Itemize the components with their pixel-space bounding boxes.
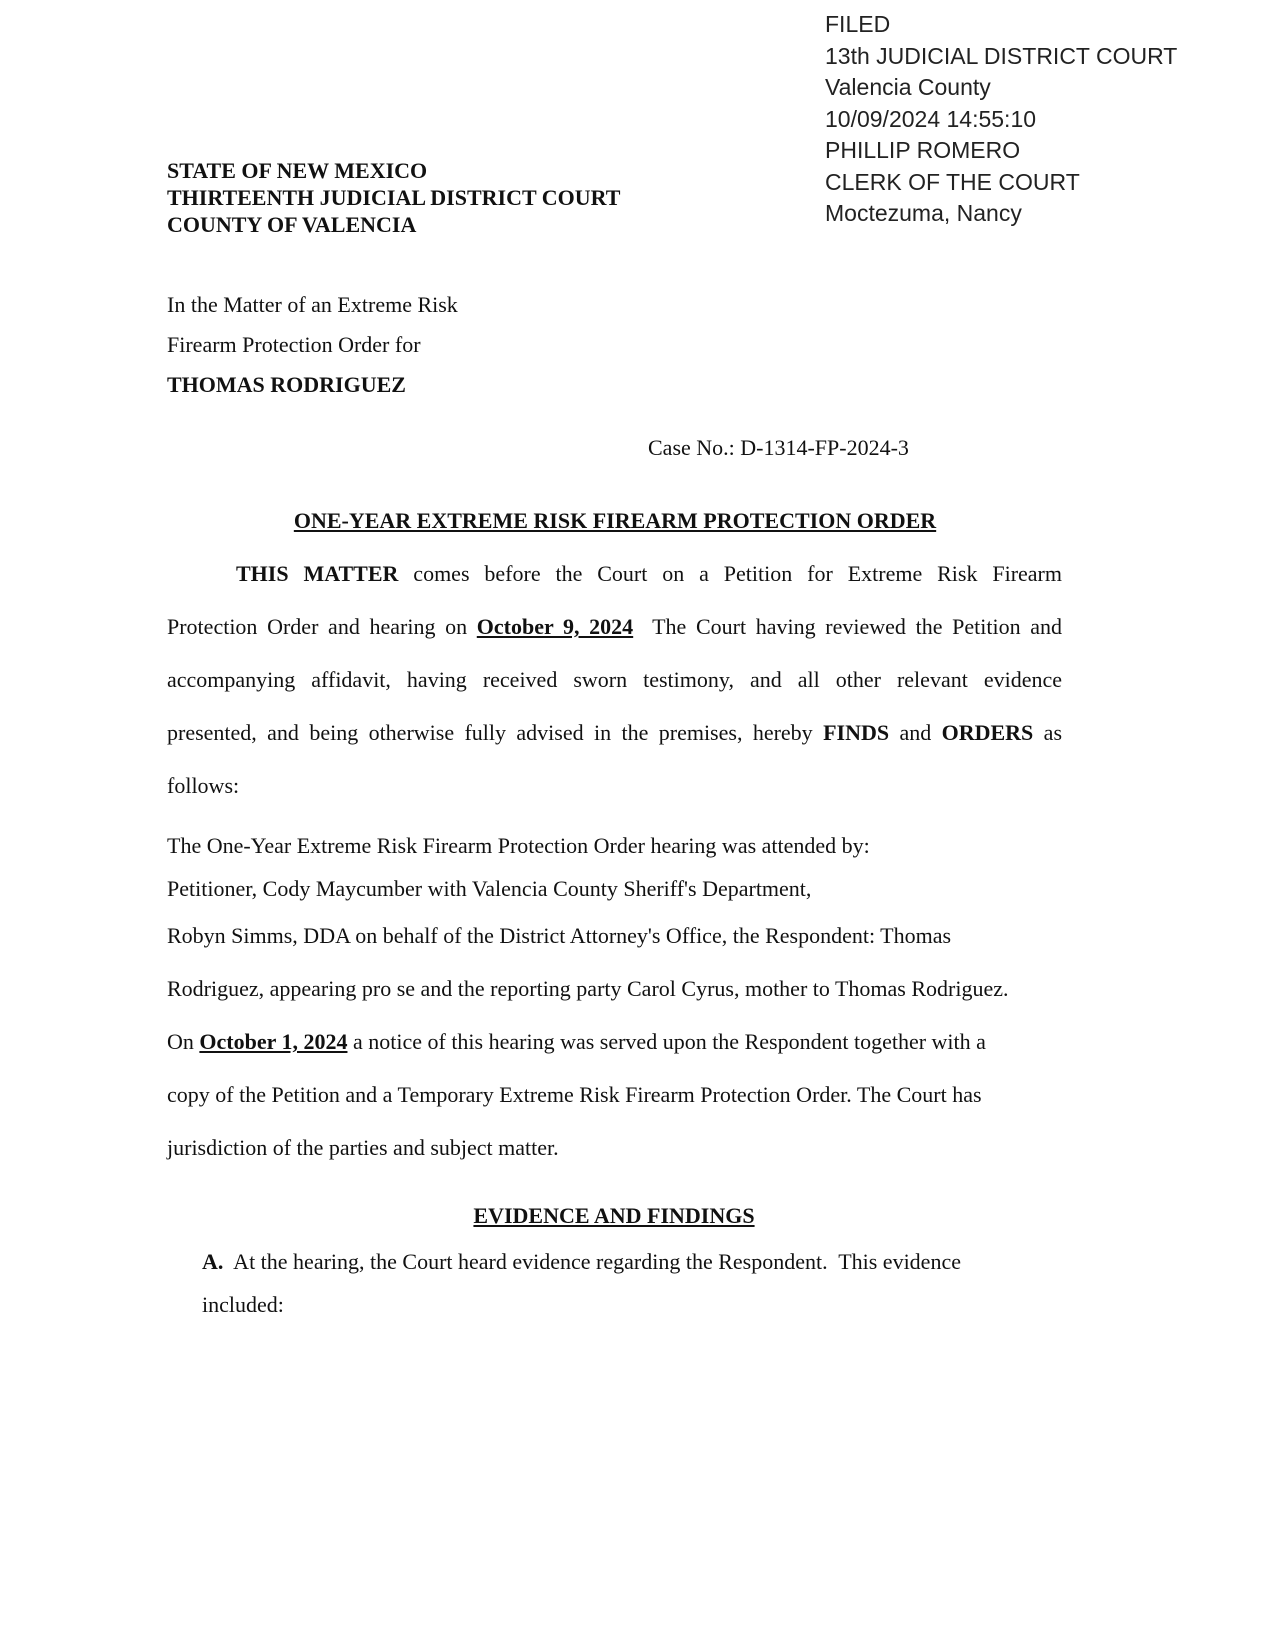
paragraph2-line [167, 923, 951, 949]
stamp-line: Moctezuma, Nancy [825, 200, 1022, 226]
stamp-line: Valencia County [825, 74, 991, 100]
court-header-line: THIRTEENTH JUDICIAL DISTRICT COURT [167, 185, 621, 210]
order-title: ONE-YEAR EXTREME RISK FIREARM PROTECTION ORDER [293, 508, 937, 533]
paragraph1-line [236, 561, 1062, 587]
filing-stamp [825, 9, 1177, 230]
caption-line-2: Firearm Protection Order for [167, 332, 421, 357]
text-segment: The One-Year Extreme Risk Firearm Protection Order hearing was attended by: [167, 833, 870, 858]
respondent-name: THOMAS RODRIGUEZ [167, 372, 406, 397]
item-a-line [202, 1249, 961, 1275]
text-segment: a notice of this hearing was served upon the Respondent together with a [347, 1029, 986, 1054]
item-a-line [202, 1292, 284, 1318]
stamp-line: 13th JUDICIAL DISTRICT COURT [825, 42, 1178, 69]
text-segment: On [167, 1029, 200, 1054]
text-segment: jurisdiction of the parties and subject matter. [167, 1135, 559, 1160]
court-header-line: COUNTY OF VALENCIA [167, 212, 417, 237]
paragraph2-line [167, 1135, 559, 1161]
emphasized-text: ORDERS [941, 720, 1034, 745]
stamp-line: 10/09/2024 14:55:10 [825, 105, 1037, 132]
text-segment: Petitioner, Cody Maycumber with Valencia County Sheriff's Department, [167, 876, 812, 901]
text-segment: Protection Order and hearing on [167, 614, 477, 639]
emphasized-text: October 1, 2024 [199, 1029, 348, 1054]
paragraph1-line [167, 720, 1062, 746]
text-segment: follows: [167, 773, 240, 798]
court-header [167, 157, 620, 238]
emphasized-text: October 9, 2024 [476, 614, 634, 639]
court-header-line: STATE OF NEW MEXICO [167, 158, 428, 183]
text-segment: Rodriguez, appearing pro se and the reporting party Carol Cyrus, mother to Thomas Rodriguez. [167, 976, 1009, 1001]
emphasized-text: THIS MATTER [236, 561, 399, 586]
text-segment: The Court having reviewed the Petition and [633, 614, 1062, 639]
paragraph1-line [167, 614, 1062, 640]
text-segment: comes before the Court on a Petition for Extreme Risk Firearm [398, 561, 1062, 586]
text-segment: as [1033, 720, 1063, 745]
paragraph2-line [167, 876, 811, 902]
emphasized-text: A. [202, 1249, 224, 1274]
paragraph2-line [167, 1082, 982, 1108]
stamp-line: FILED [825, 11, 891, 37]
paragraph2-line [167, 833, 870, 859]
case-number: Case No.: D-1314-FP-2024-3 [648, 435, 909, 460]
stamp-line: PHILLIP ROMERO [825, 137, 1021, 163]
text-segment: At the hearing, the Court heard evidence regarding the Respondent. This evidence [223, 1249, 961, 1274]
emphasized-text: FINDS [823, 720, 890, 745]
paragraph1-line [167, 773, 239, 799]
caption-line-1: In the Matter of an Extreme Risk [167, 292, 458, 317]
text-segment: presented, and being otherwise fully advised in the premises, hereby [167, 720, 824, 745]
text-segment: copy of the Petition and a Temporary Extreme Risk Firearm Protection Order. The Court has [167, 1082, 982, 1107]
paragraph2-line [167, 1029, 986, 1055]
paragraph1-line [167, 667, 1062, 693]
section-heading-evidence: EVIDENCE AND FINDINGS [473, 1203, 755, 1228]
text-segment: and [889, 720, 942, 745]
paragraph2-line [167, 976, 1009, 1002]
stamp-line: CLERK OF THE COURT [825, 168, 1080, 195]
text-segment: accompanying affidavit, having received sworn testimony, and all other relevant evidence [167, 667, 1062, 692]
text-segment: Robyn Simms, DDA on behalf of the District Attorney's Office, the Respondent: Thomas [167, 923, 952, 948]
text-segment: included: [202, 1292, 284, 1317]
